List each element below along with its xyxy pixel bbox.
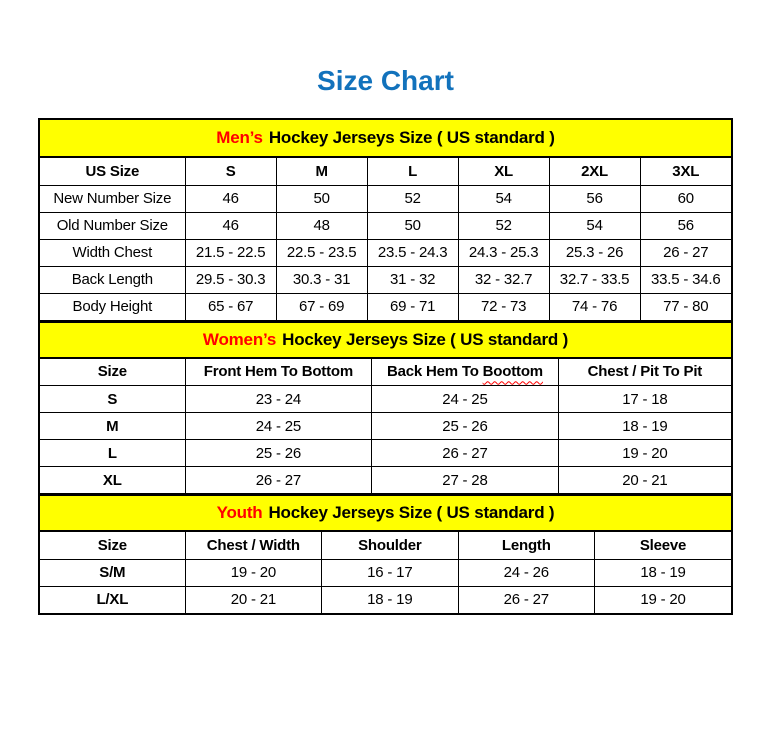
cell-value: 24 - 25 bbox=[185, 413, 372, 440]
size-chart-page bbox=[0, 64, 776, 756]
column-header: Sleeve bbox=[595, 532, 731, 559]
cell-value: 72 - 73 bbox=[458, 293, 549, 320]
size-section-womens bbox=[40, 321, 731, 495]
column-header: Front Hem To Bottom bbox=[185, 359, 372, 386]
cell-value: 18 - 19 bbox=[322, 586, 458, 613]
cell-value: 31 - 32 bbox=[367, 266, 458, 293]
band-highlight: Men’s bbox=[216, 128, 263, 147]
cell-value: 29.5 - 30.3 bbox=[185, 266, 276, 293]
row-label: M bbox=[40, 413, 185, 440]
sizes-table-youth bbox=[40, 532, 731, 613]
cell-value: 26 - 27 bbox=[372, 440, 559, 467]
misspelled-word: Boottom bbox=[482, 363, 543, 381]
table-row bbox=[40, 440, 731, 467]
cell-value: 67 - 69 bbox=[276, 293, 367, 320]
cell-value: 19 - 20 bbox=[595, 586, 731, 613]
column-header: Size bbox=[40, 532, 185, 559]
row-label: Body Height bbox=[40, 293, 185, 320]
sizes-table-womens bbox=[40, 359, 731, 495]
row-label: L bbox=[40, 440, 185, 467]
cell-value: 24.3 - 25.3 bbox=[458, 239, 549, 266]
cell-value: 27 - 28 bbox=[372, 467, 559, 494]
row-label: S bbox=[40, 386, 185, 413]
column-header: Back Hem To Boottom bbox=[372, 359, 559, 386]
cell-value: 22.5 - 23.5 bbox=[276, 239, 367, 266]
column-header: M bbox=[276, 158, 367, 185]
cell-value: 16 - 17 bbox=[322, 559, 458, 586]
column-header: S bbox=[185, 158, 276, 185]
size-section-mens bbox=[40, 120, 731, 321]
band-label: Hockey Jerseys Size ( US standard ) bbox=[268, 503, 555, 522]
band-label: Hockey Jerseys Size ( US standard ) bbox=[268, 128, 555, 147]
cell-value: 24 - 25 bbox=[372, 386, 559, 413]
section-band bbox=[40, 321, 731, 359]
row-label: New Number Size bbox=[40, 185, 185, 212]
column-header: Shoulder bbox=[322, 532, 458, 559]
cell-value: 17 - 18 bbox=[558, 386, 731, 413]
cell-value: 46 bbox=[185, 212, 276, 239]
row-label: L/XL bbox=[40, 586, 185, 613]
cell-value: 19 - 20 bbox=[558, 440, 731, 467]
size-section-youth bbox=[40, 494, 731, 613]
cell-value: 26 - 27 bbox=[185, 467, 372, 494]
cell-value: 46 bbox=[185, 185, 276, 212]
cell-value: 21.5 - 22.5 bbox=[185, 239, 276, 266]
table-row bbox=[40, 293, 731, 320]
cell-value: 65 - 67 bbox=[185, 293, 276, 320]
band-label: Hockey Jerseys Size ( US standard ) bbox=[282, 329, 569, 349]
column-header: Chest / Width bbox=[185, 532, 321, 559]
cell-value: 77 - 80 bbox=[640, 293, 731, 320]
header-row bbox=[40, 532, 731, 559]
cell-value: 56 bbox=[549, 185, 640, 212]
table-row bbox=[40, 239, 731, 266]
table-row bbox=[40, 386, 731, 413]
table-row bbox=[40, 266, 731, 293]
table-row bbox=[40, 559, 731, 586]
cell-value: 50 bbox=[367, 212, 458, 239]
column-header: L bbox=[367, 158, 458, 185]
cell-value: 25.3 - 26 bbox=[549, 239, 640, 266]
column-header: Chest / Pit To Pit bbox=[558, 359, 731, 386]
cell-value: 50 bbox=[276, 185, 367, 212]
header-row bbox=[40, 158, 731, 185]
column-header: Length bbox=[458, 532, 594, 559]
cell-value: 32 - 32.7 bbox=[458, 266, 549, 293]
cell-value: 26 - 27 bbox=[458, 586, 594, 613]
sizes-table-mens bbox=[40, 158, 731, 321]
column-header: XL bbox=[458, 158, 549, 185]
row-label: Width Chest bbox=[40, 239, 185, 266]
cell-value: 48 bbox=[276, 212, 367, 239]
cell-value: 33.5 - 34.6 bbox=[640, 266, 731, 293]
column-header: US Size bbox=[40, 158, 185, 185]
cell-value: 18 - 19 bbox=[558, 413, 731, 440]
cell-value: 24 - 26 bbox=[458, 559, 594, 586]
column-header: 2XL bbox=[549, 158, 640, 185]
row-label: S/M bbox=[40, 559, 185, 586]
cell-value: 32.7 - 33.5 bbox=[549, 266, 640, 293]
table-row bbox=[40, 212, 731, 239]
cell-value: 25 - 26 bbox=[372, 413, 559, 440]
table-row bbox=[40, 467, 731, 494]
cell-value: 25 - 26 bbox=[185, 440, 372, 467]
table-row bbox=[40, 185, 731, 212]
cell-value: 74 - 76 bbox=[549, 293, 640, 320]
row-label: Old Number Size bbox=[40, 212, 185, 239]
cell-value: 19 - 20 bbox=[185, 559, 321, 586]
band-highlight: Women’s bbox=[202, 329, 277, 349]
cell-value: 30.3 - 31 bbox=[276, 266, 367, 293]
row-label: Back Length bbox=[40, 266, 185, 293]
cell-value: 23.5 - 24.3 bbox=[367, 239, 458, 266]
cell-value: 52 bbox=[367, 185, 458, 212]
band-highlight: Youth bbox=[216, 503, 263, 522]
section-band bbox=[40, 494, 731, 532]
size-chart bbox=[38, 118, 733, 615]
cell-value: 18 - 19 bbox=[595, 559, 731, 586]
cell-value: 23 - 24 bbox=[185, 386, 372, 413]
cell-value: 69 - 71 bbox=[367, 293, 458, 320]
section-band bbox=[40, 120, 731, 158]
row-label: XL bbox=[40, 467, 185, 494]
page-title: Size Chart bbox=[317, 65, 454, 96]
cell-value: 20 - 21 bbox=[558, 467, 731, 494]
table-row bbox=[40, 413, 731, 440]
cell-value: 52 bbox=[458, 212, 549, 239]
header-row bbox=[40, 359, 731, 386]
cell-value: 60 bbox=[640, 185, 731, 212]
cell-value: 54 bbox=[458, 185, 549, 212]
cell-value: 26 - 27 bbox=[640, 239, 731, 266]
column-header: Size bbox=[40, 359, 185, 386]
cell-value: 56 bbox=[640, 212, 731, 239]
cell-value: 20 - 21 bbox=[185, 586, 321, 613]
cell-value: 54 bbox=[549, 212, 640, 239]
table-row bbox=[40, 586, 731, 613]
column-header: 3XL bbox=[640, 158, 731, 185]
